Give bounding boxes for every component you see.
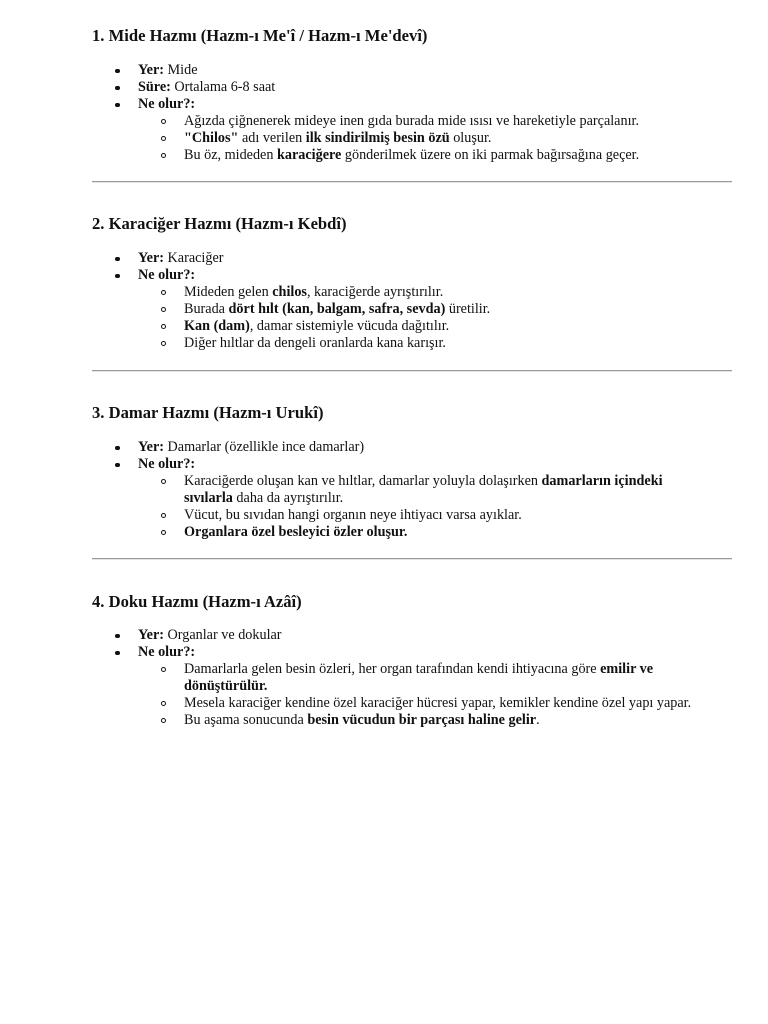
text: gönderilmek üzere on iki parmak bağırsağına geçer.	[341, 147, 640, 163]
value-yer: Mide	[164, 62, 198, 78]
sub-list-item	[92, 507, 714, 524]
sub-list	[92, 661, 732, 729]
label-yer: Yer:	[138, 62, 164, 78]
horizontal-divider	[92, 181, 732, 183]
value-yer: Karaciğer	[164, 250, 224, 266]
list-item-sure	[92, 79, 732, 96]
label-yer: Yer:	[138, 439, 164, 455]
sub-list	[92, 113, 732, 164]
value-yer: Damarlar (özellikle ince damarlar)	[164, 439, 365, 455]
text: Vücut, bu sıvıdan hangi organın neye ihtiyacı varsa ayıklar.	[184, 507, 522, 523]
value-yer: Organlar ve dokular	[164, 627, 282, 643]
text: üretilir.	[445, 301, 491, 317]
sub-list	[92, 284, 732, 352]
list-item-ne-olur	[92, 456, 732, 541]
label-ne-olur: Ne olur?:	[138, 96, 196, 112]
sub-list-item	[92, 524, 714, 541]
bold-text: dört hılt (kan, balgam, safra, sevda)	[228, 301, 446, 317]
bold-text: ilk sindirilmiş besin özü	[305, 130, 450, 146]
sub-list-item	[92, 473, 714, 507]
sub-list-item	[92, 301, 714, 318]
text: , karaciğerde ayrıştırılır.	[306, 284, 444, 300]
bold-text: besin vücudun bir parçası haline gelir	[307, 712, 537, 728]
value-sure: Ortalama 6-8 saat	[170, 79, 276, 95]
text: Bu aşama sonucunda	[184, 712, 308, 728]
section-title: 2. Karaciğer Hazmı (Hazm-ı Kebdî)	[92, 214, 347, 233]
sub-list-item	[92, 712, 714, 729]
horizontal-divider	[92, 370, 732, 372]
section-mide-hazmi	[92, 26, 732, 163]
text: oluşur.	[449, 130, 492, 146]
text: , damar sistemiyle vücuda dağıtılır.	[249, 318, 450, 334]
section-list	[92, 250, 732, 352]
section-list	[92, 439, 732, 541]
sub-list-item	[92, 113, 714, 130]
sub-list-item	[92, 147, 714, 164]
list-item-yer	[92, 627, 732, 644]
section-title: 4. Doku Hazmı (Hazm-ı Azâî)	[92, 592, 302, 611]
label-ne-olur: Ne olur?:	[138, 644, 196, 660]
list-item-ne-olur	[92, 96, 732, 164]
text: Ağızda çiğnenerek mideye inen gıda burada mide ısısı ve hareketiyle parçalanır.	[184, 113, 639, 129]
section-title: 1. Mide Hazmı (Hazm-ı Me'î / Hazm-ı Me'devî)	[92, 26, 428, 45]
text: daha da ayrıştırılır.	[232, 490, 344, 506]
section-list	[92, 627, 732, 729]
horizontal-divider	[92, 558, 732, 560]
bold-text: karaciğere	[277, 147, 342, 163]
list-item-yer	[92, 250, 732, 267]
label-ne-olur: Ne olur?:	[138, 267, 196, 283]
section-doku-hazmi	[92, 592, 732, 728]
text: Burada	[184, 301, 229, 317]
list-item-ne-olur	[92, 267, 732, 352]
label-ne-olur: Ne olur?:	[138, 456, 196, 472]
section-damar-hazmi	[92, 403, 732, 540]
bold-text: "Chilos"	[184, 130, 239, 146]
section-title: 3. Damar Hazmı (Hazm-ı Urukî)	[92, 403, 324, 422]
sub-list-item	[92, 695, 714, 712]
sub-list-item	[92, 318, 714, 335]
bold-text: Kan (dam)	[184, 318, 250, 334]
sub-list-item	[92, 284, 714, 301]
bold-text: Organlara özel besleyici özler oluşur.	[184, 524, 408, 540]
text: Mesela karaciğer kendine özel karaciğer hücresi yapar, kemikler kendine özel yapı yapar.	[184, 695, 692, 711]
sub-list	[92, 473, 732, 541]
sub-list-item	[92, 661, 714, 695]
text: adı verilen	[238, 130, 306, 146]
list-item-yer	[92, 62, 732, 79]
bold-text: chilos	[272, 284, 307, 300]
list-item-yer	[92, 439, 732, 456]
text: Bu öz, mideden	[184, 147, 277, 163]
list-item-ne-olur	[92, 644, 732, 729]
label-yer: Yer:	[138, 250, 164, 266]
text: Diğer hıltlar da dengeli oranlarda kana karışır.	[184, 335, 446, 351]
label-yer: Yer:	[138, 627, 164, 643]
section-list	[92, 62, 732, 164]
text: Karaciğerde oluşan kan ve hıltlar, damarlar yoluyla dolaşırken	[184, 473, 542, 489]
text: Damarlarla gelen besin özleri, her organ tarafından kendi ihtiyacına göre	[184, 661, 601, 677]
label-sure: Süre:	[138, 79, 171, 95]
text: Mideden gelen	[184, 284, 273, 300]
text: .	[536, 712, 540, 728]
section-karaciger-hazmi	[92, 214, 732, 351]
sub-list-item	[92, 335, 714, 352]
bold-text: emilir ve dönüştürülür.	[184, 661, 654, 694]
sub-list-item	[92, 130, 714, 147]
bold-text: damarların içindeki sıvılarla	[184, 473, 663, 506]
